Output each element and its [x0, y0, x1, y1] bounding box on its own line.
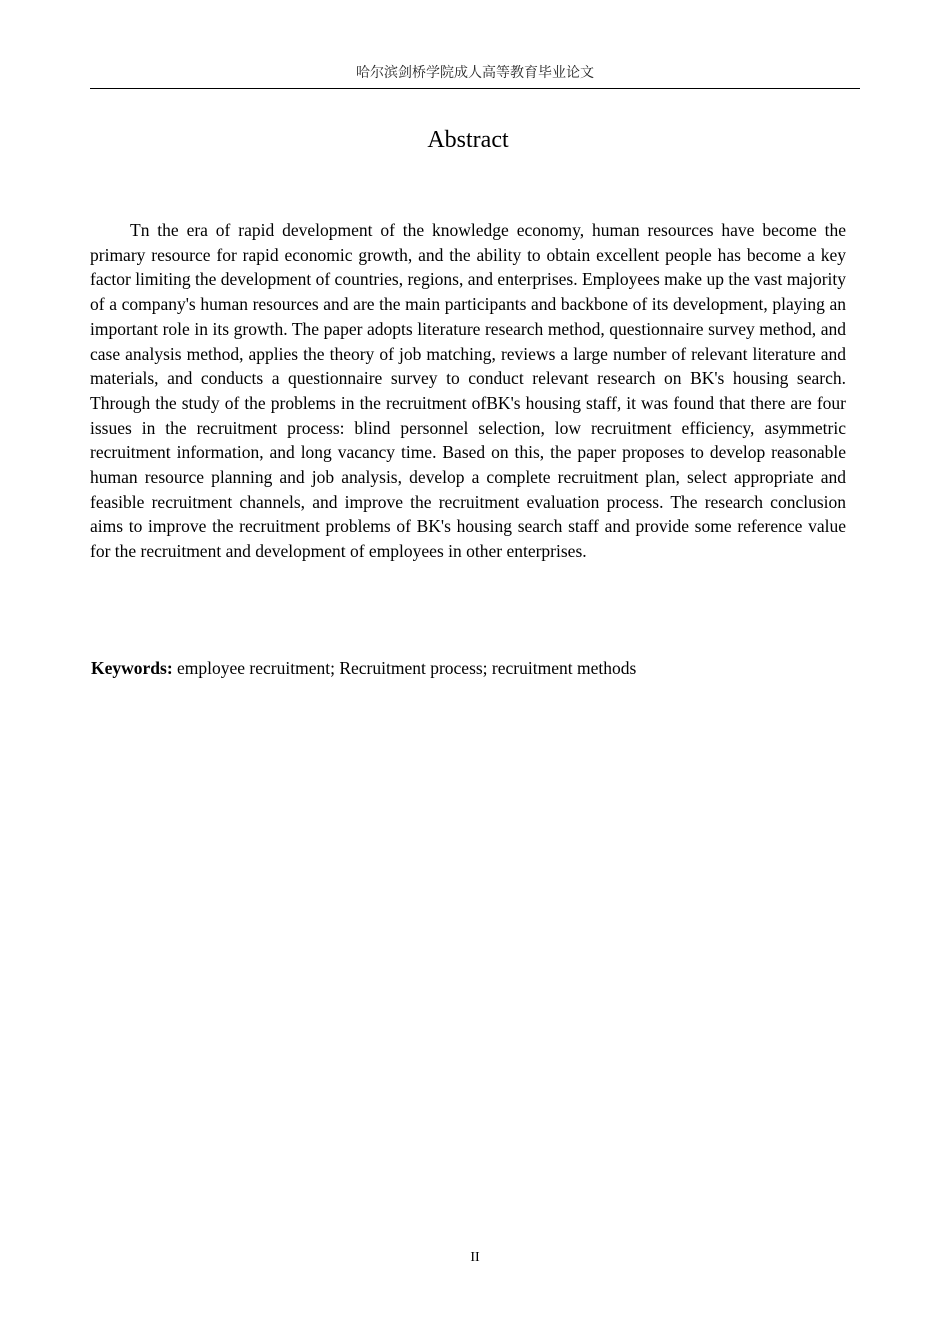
keywords-label: Keywords:: [91, 658, 173, 678]
abstract-title: Abstract: [427, 127, 509, 153]
keywords-line: [91, 656, 847, 680]
page-number: II: [470, 1250, 480, 1265]
keywords-text: employee recruitment; Recruitment process; recruitment methods: [172, 658, 637, 678]
header-rule: [90, 88, 860, 89]
abstract-body: Tn the era of rapid development of the knowledge economy, human resources have become the primary resource for rapid economic growth, and the ability to obtain excellent people has become a key factor limiting the development of countries, regions, and enterprises. Employees make up the vast majority of a company's human resources and are the main participants and backbone of its development, playing an important role in its growth. The paper adopts literature research method, questionnaire survey method, and case analysis method, applies the theory of job matching, reviews a large number of relevant literature and materials, and conducts a questionnaire survey to conduct relevant research on BK's housing search. Through the study of the problems in the recruitment ofBK's housing staff, it was found that there are four issues in the recruitment process: blind personnel selection, low recruitment efficiency, asymmetric recruitment information, and long vacancy time. Based on this, the paper proposes to develop reasonable human resource planning and job analysis, develop a complete recruitment plan, select appropriate and feasible recruitment channels, and improve the recruitment evaluation process. The research conclusion aims to improve the recruitment problems of BK's housing search staff and provide some reference value for the recruitment and development of employees in other enterprises.: [90, 220, 846, 562]
running-header: 哈尔滨剑桥学院成人高等教育毕业论文: [356, 66, 594, 81]
